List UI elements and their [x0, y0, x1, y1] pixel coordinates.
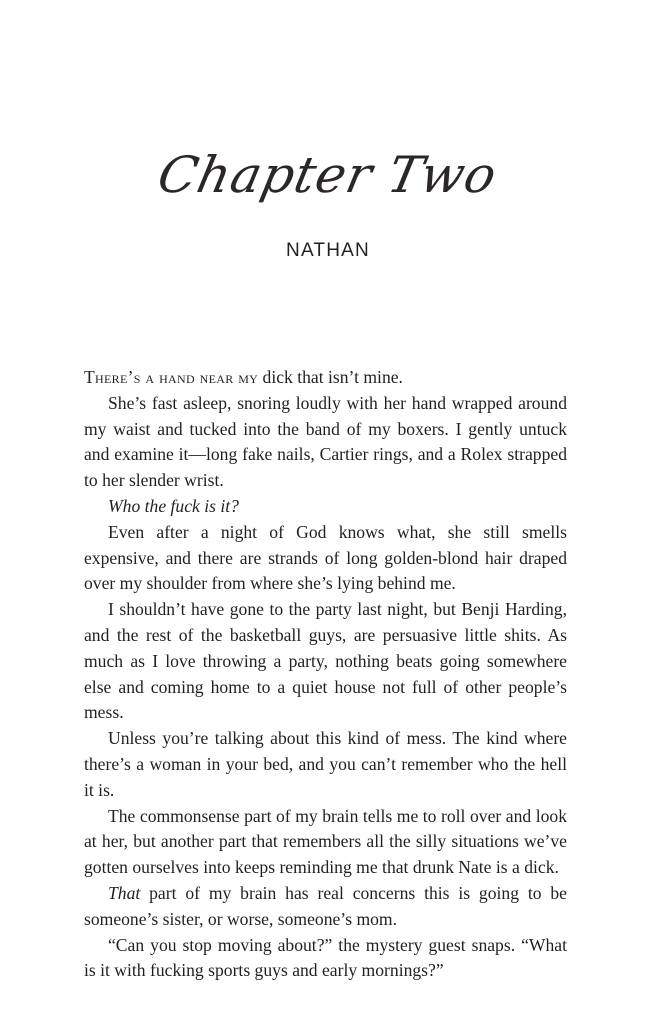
paragraph-7: The commonsense part of my brain tells me to roll over and look at her, but another part that remembers all the silly situations we’ve gotten ourselves into keeps reminding me that drunk Nate is a dick. [84, 805, 567, 878]
paragraph-1 [84, 365, 567, 391]
paragraph-2: She’s fast asleep, snoring loudly with her hand wrapped around my waist and tucked into the band of my boxers. I gently untuck and examine it—long fake nails, Cartier rings, and a Rolex strapped to her slender wrist. [84, 392, 567, 491]
paragraph-1-rest: dick that isn’t mine. [258, 367, 403, 387]
paragraph-5: I shouldn’t have gone to the party last night, but Benji Harding, and the rest of the basketball guys, are persuasive little shits. As much as I love throwing a party, nothing beats going somewhere else and coming home to a quiet house not full of other people’s mess. [84, 599, 567, 723]
paragraph-8-rest: part of my brain has real concerns this is going to be someone’s sister, or worse, someone’s mom. [84, 882, 567, 929]
chapter-title: Chapter Two [153, 146, 503, 204]
paragraph-6: Unless you’re talking about this kind of mess. The kind where there’s a woman in your bed, and you can’t remember who the hell it is. [84, 728, 567, 800]
paragraph-4: Even after a night of God knows what, she still smells expensive, and there are strands of long golden-blond hair draped over my shoulder from where she’s lying behind me. [84, 521, 567, 594]
chapter-heading [0, 146, 656, 204]
paragraph-8 [84, 881, 567, 933]
pov-character-name: NATHAN [286, 240, 370, 261]
italic-emphasis: That [108, 882, 141, 903]
chapter-body [84, 365, 567, 984]
paragraph-9: “Can you stop moving about?” the mystery guest snaps. “What is it with fucking sports guys and early mornings?” [84, 934, 567, 981]
paragraph-3 [84, 494, 567, 520]
italic-thought: Who the fuck is it? [108, 495, 239, 516]
opening-small-caps: There’s a hand near my [84, 367, 259, 387]
